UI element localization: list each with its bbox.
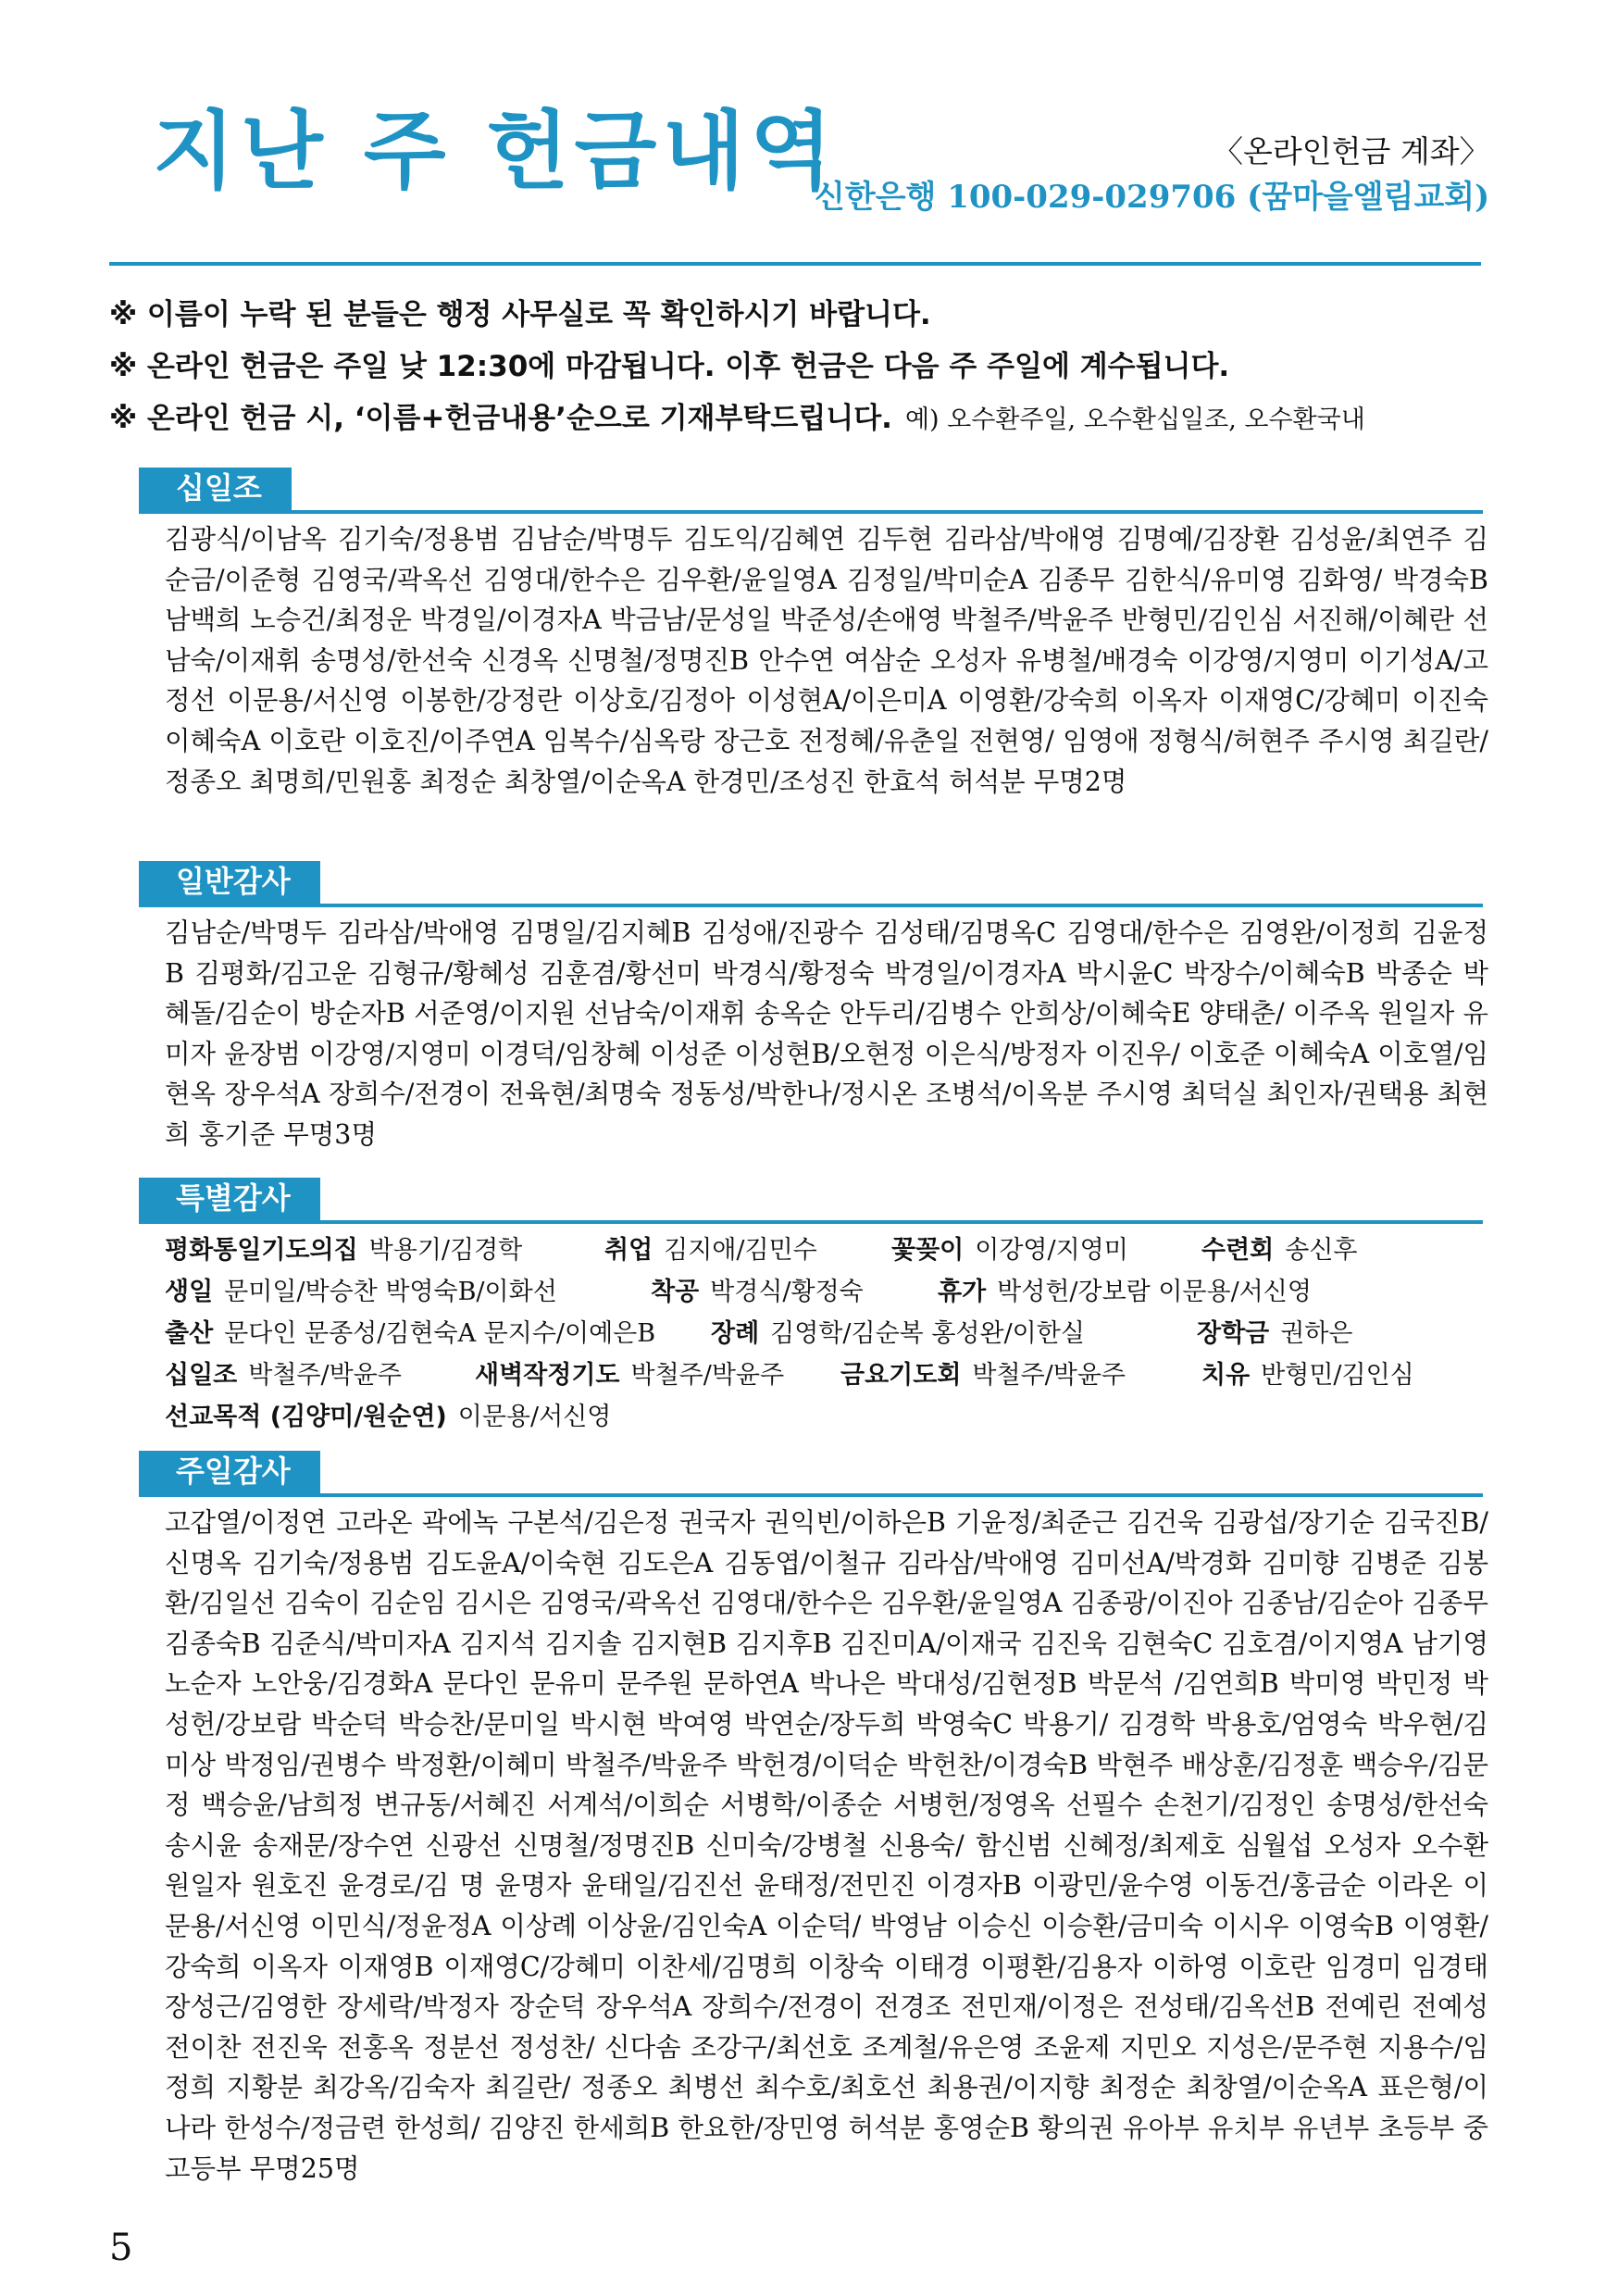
notice-item <box>109 289 1498 341</box>
online-account-label: 〈온라인헌금 계좌〉 <box>1213 133 1490 169</box>
sunday-thanks-names: 고갑열/이정연 고라온 곽에녹 구본석/김은정 권국자 권익빈/이하은B 기윤정/최준근 김건욱 김광섭/장기순 김국진B/신명옥 김기숙/정용범 김도윤A/이숙현 김도은A 김동엽/이철규 김라삼/박애영 김미선A/박경화 김미향 김병준 김봉환/김일선 김숙이 김순임 김시은 김영국/곽옥선 김영대/한수은 김우환/윤일영A 김종광/이진아 김종남/김순아 김종무 김종숙B 김준식/박미자A 김지석 김지솔 김지현B 김지후B 김진미A/이재국 김진욱 김현숙C 김호겸/이지영A 남기영 노순자 노안웅/김경화A 문다인 문유미 문주원 문하연A 박나은 박대성/김현정B 박문석 /김연희B 박미영 박민정 박성헌/강보람 박순덕 박승찬/문미일 박시현 박여영 박연순/장두희 박영숙C 박용기/ 김경학 박용호/엄영숙 박우현/김미상 박정임/권병수 박정환/이혜미 박철주/박윤주 박헌경/이덕순 박헌찬/이경숙B 박현주 배상훈/김정훈 백승우/김문정 백승윤/남희정 변규동/서혜진 서계석/이희순 서병학/이종순 서병헌/정영옥 선필수 손천기/김정인 송명성/한선숙 송시윤 송재문/장수연 신광선 신명철/정명진B 신미숙/강병철 신용숙/ 함신범 신혜정/최제호 심월섭 오성자 오수환 원일자 원호진 윤경로/김 명 윤명자 윤태일/김진선 윤태정/전민진 이경자B 이광민/윤수영 이동건/홍금순 이라온 이문용/서신영 이민식/정윤정A 이상례 이상윤/김인숙A 이순덕/ 박영남 이승신 이승환/금미숙 이시우 이영숙B 이영환/강숙희 이옥자 이재영B 이재영C/강혜미 이찬세/김명희 이창숙 이태경 이평환/김용자 이하영 이호란 임경미 임경태 장성근/김영한 장세락/박정자 장순덕 장우석A 장희수/전경이 전경조 전민재/이정은 전성태/김옥선B 전예린 전예성 전이찬 전진욱 전홍옥 정분선 정성찬/ 신다솜 조강구/최선호 조계철/유은영 조윤제 지민오 지성은/문주현 지용수/임정희 지황분 최강옥/김숙자 최길란/ 정종오 최병선 최수호/최호선 최용권/이지향 최정순 최창열/이순옥A 표은형/이나라 한성수/정금련 한성희/ 김양진 한세희B 한요한/장민영 허석분 홍영순B 황의권 유아부 유치부 유년부 초등부 중고등부 무명25명 <box>165 1507 1488 2184</box>
special-row <box>165 1396 1488 1438</box>
bank-account-info: 신한은행 100-029-029706 (꿈마을엘림교회) <box>815 179 1490 216</box>
notice-text: ※ 온라인 헌금은 주일 낮 12:30에 마감됩니다. 이후 헌금은 다음 주 주일에 계수됩니다. <box>109 350 1230 383</box>
special-entry: 평화통일기도의집 박용기/김경학 <box>165 1236 523 1265</box>
notice-list <box>109 289 1498 446</box>
section-divider <box>139 904 1483 907</box>
special-entry: 꽃꽂이 이강영/지영미 <box>891 1236 1128 1265</box>
special-entry: 선교목적 (김양미/원순연) 이문용/서신영 <box>165 1403 612 1431</box>
section-divider <box>139 510 1483 514</box>
special-entry: 장례 김영학/김순복 홍성완/이한실 <box>711 1319 1085 1348</box>
section-label: 주일감사 <box>139 1451 320 1493</box>
special-entry: 출산 문다인 문종성/김현숙A 문지수/이예은B <box>165 1319 656 1348</box>
section-general-thanks <box>139 861 1488 1155</box>
section-tithe <box>139 468 1488 802</box>
header-divider <box>109 262 1481 266</box>
special-entry: 휴가 박성헌/강보람 이문용/서신영 <box>938 1278 1312 1306</box>
tithe-names: 김광식/이남옥 김기숙/정용범 김남순/박명두 김도익/김혜연 김두현 김라삼/박애영 김명예/김장환 김성윤/최연주 김순금/이준형 김영국/곽옥선 김영대/한수은 김우환/윤일영A 김정일/박미순A 김종무 김한식/유미영 김화영/ 박경숙B 남백희 노승건/최정운 박경일/이경자A 박금남/문성일 박준성/손애영 박철주/박윤주 반형민/김인심 서진해/이혜란 선남숙/이재휘 송명성/한선숙 신경옥 신명철/정명진B 안수연 여삼순 오성자 유병철/배경숙 이강영/지영미 이기성A/고정선 이문용/서신영 이봉한/강정란 이상호/김정아 이성현A/이은미A 이영환/강숙희 이옥자 이재영C/강혜미 이진숙 이혜숙A 이호란 이호진/이주연A 임복수/심옥랑 장근호 전정혜/유춘일 전현영/ 임영애 정형식/허현주 주시영 최길란/정종오 최명희/민원홍 최정순 최창열/이순옥A 한경민/조성진 한효석 허석분 무명2명 <box>165 524 1488 797</box>
special-entry: 치유 반형민/김인심 <box>1201 1361 1414 1390</box>
section-sunday-thanks <box>139 1451 1488 2189</box>
notice-text: ※ 온라인 헌금 시, ‘이름+헌금내용’순으로 기재부탁드립니다. <box>109 402 892 435</box>
special-entry: 금요기도회 박철주/박윤주 <box>840 1361 1126 1390</box>
section-divider <box>139 1493 1483 1497</box>
section-label: 일반감사 <box>139 861 320 904</box>
page-number: 5 <box>109 2227 133 2269</box>
special-entry: 장학금 권하은 <box>1197 1319 1353 1348</box>
notice-example: 예) 오수환주일, 오수환십일조, 오수환국내 <box>904 406 1365 434</box>
section-label: 특별감사 <box>139 1178 320 1220</box>
general-thanks-names: 김남순/박명두 김라삼/박애영 김명일/김지혜B 김성애/진광수 김성태/김명옥C 김영대/한수은 김영완/이정희 김윤정B 김평화/김고운 김형규/황혜성 김훈겸/황선미 박경식/황정숙 박경일/이경자A 박시윤C 박장수/이혜숙B 박종순 박혜돌/김순이 방순자B 서준영/이지원 선남숙/이재휘 송옥순 안두리/김병수 안희상/이혜숙E 양태춘/ 이주옥 원일자 유미자 윤장범 이강영/지영미 이경덕/임창혜 이성준 이성현B/오현정 이은식/방정자 이진우/ 이호준 이혜숙A 이호열/임현옥 장우석A 장희수/전경이 전육현/최명숙 정동성/박한나/정시온 조병석/이옥분 주시영 최덕실 최인자/권택용 최현희 홍기준 무명3명 <box>165 917 1488 1150</box>
notice-item <box>109 341 1498 393</box>
special-entry: 취업 김지애/김민수 <box>604 1236 817 1265</box>
page-title: 지난 주 헌금내역 <box>153 102 839 201</box>
special-thanks-grid <box>165 1229 1488 1438</box>
special-entry: 생일 문미일/박승찬 박영숙B/이화선 <box>165 1278 557 1306</box>
special-row <box>165 1354 1488 1396</box>
special-row <box>165 1229 1488 1271</box>
special-row <box>165 1271 1488 1313</box>
special-entry: 착공 박경식/황정숙 <box>651 1278 864 1306</box>
section-special-thanks <box>139 1178 1483 1438</box>
special-row <box>165 1313 1488 1354</box>
notice-item <box>109 393 1498 446</box>
special-entry: 수련회 송신후 <box>1201 1236 1358 1265</box>
section-label: 십일조 <box>139 468 292 510</box>
notice-text: ※ 이름이 누락 된 분들은 행정 사무실로 꼭 확인하시기 바랍니다. <box>109 298 931 331</box>
section-divider <box>139 1220 1483 1224</box>
special-entry: 십일조 박철주/박윤주 <box>165 1361 402 1390</box>
special-entry: 새벽작정기도 박철주/박윤주 <box>475 1361 785 1390</box>
